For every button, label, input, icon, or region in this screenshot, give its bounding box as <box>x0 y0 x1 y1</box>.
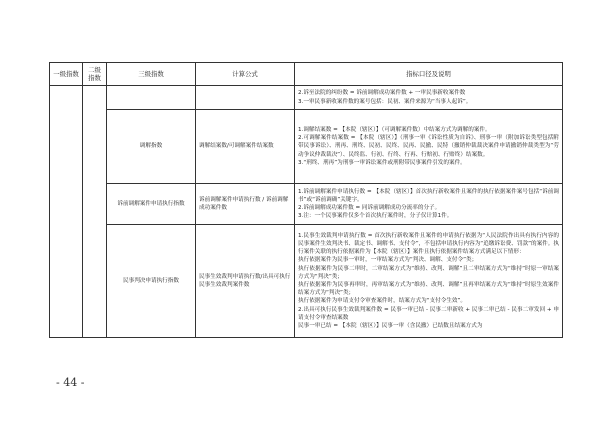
level3-cell: 诉前调解案件申请执行指数 <box>107 184 196 225</box>
table-row <box>50 110 563 184</box>
level1-cell <box>50 86 83 338</box>
formula-cell: 诉前调解案件申请执行数 / 诉前调解成功案件数 <box>196 184 295 225</box>
table-row <box>50 184 563 225</box>
explanation-cell <box>295 86 563 110</box>
header-level2: 二级指数 <box>83 63 107 86</box>
explanation-line: 2.诉至法院的纠纷数 = 诉前调解成功案件数 + 一审民事新收案件数 <box>298 90 466 97</box>
explanation-line: 2.可调解案件结案数 = 【本院（辖区）】（刑事一审《诉讼性质为自诉》、刑事一审（附加诉讼类型包括附带民事诉讼）、刑再、刑终、民初、民终、民再、民撤、民特（撤销仲裁裁决案件申请撤销仲裁类型为“劳动争议仲裁裁决”）、民终监、行初、行终、行再、行赔初、行赔终）结案数。 <box>298 135 559 158</box>
header-row <box>50 63 563 86</box>
explanation-line: 民事一审已结 = 【本院（辖区）】民事一审（含民撤）已结数且结案方式为 <box>298 323 483 330</box>
explanation-line: 2.诉前调解成功案件数 = 同诉前调解成功分流率的分子。 <box>298 205 441 211</box>
table-row <box>50 86 563 110</box>
level3-cell: 调解指数 <box>107 110 196 184</box>
header-level1: 一级指数 <box>50 63 83 86</box>
formula-cell <box>196 86 295 110</box>
level2-cell <box>83 86 107 338</box>
explanation-cell <box>295 184 563 225</box>
header-formula: 计算公式 <box>196 63 295 86</box>
formula-cell: 民事生效裁判申请执行数/出具可执行民事生效裁判案件数 <box>196 225 295 338</box>
level3-cell: 民事判决申请执行指数 <box>107 225 196 338</box>
formula-cell: 调解结案数/可调解案件结案数 <box>196 110 295 184</box>
explanation-line: 1.调解结案数 = 【本院（辖区）】（可调解案件数）中结案方式为调解的案件。 <box>298 126 491 133</box>
table-row <box>50 225 563 338</box>
explanation-line: 3.“刑终、刑再”为刑事一审诉讼案件或刑附带民事案件引发的案件。 <box>298 159 466 166</box>
explanation-line: 执行依据案件为民事二审时，二审结案方式为“维持、改判、调解”且二审结案方式为“维持”时原一审结案方式为“判决”类； <box>298 265 559 280</box>
indicator-table <box>49 62 563 338</box>
level3-cell <box>107 86 196 110</box>
explanation-line: 1.民事生效裁判申请执行数 = 首次执行新收案件且案件的申请执行依据为“人民法院作出具有执行内容的民事案件生效判决书、裁定书、调解书、支付令”，不包括申请执行内容为“追缴诉讼费、罚款”的案件。执行案件关联的执行依据案件为【本院（辖区）】案件且执行依据案件结案方式满足以下情形： <box>298 232 559 256</box>
explanation-line: 执行依据案件为民事一审时，一审结案方式为“判决、调解、支付令”类； <box>298 257 478 264</box>
header-level3: 三级指数 <box>107 63 196 86</box>
explanation-cell <box>295 110 563 184</box>
explanation-line: 3.注：一个民事案件仅多个首次执行案件时，分子仅计算1件。 <box>298 213 453 220</box>
header-explanation: 指标口径及说明 <box>295 63 563 86</box>
explanation-line: 执行依据案件为民事再审时，再审结案方式为“维持、改判、调解”且再审结案方式为“维持”时原生效案件结案方式为“判决”类； <box>298 282 559 297</box>
explanation-line: 1.诉前调解案件申请执行数 = 【本院（辖区）】首次执行新收案件且案件的执行依据案件案号包括“诉前调书”或“诉前调确”关键字。 <box>298 188 559 203</box>
page-number: - 44 - <box>56 376 85 389</box>
explanation-line: 3.一审民事新收案件数的案号包括：民初、案件来源为“当事人起诉”。 <box>298 98 472 105</box>
explanation-line: 执行依据案件为申请支付令审查案件时，结案方式为“支付令生效”。 <box>298 298 467 305</box>
explanation-cell <box>295 225 563 338</box>
explanation-line: 2.出具可执行民事生效裁判案件数 = 民事一审已结 - 民事二审新收 + 民事二审已结 - 民事二审发回 + 申请支付令审查结案数 <box>298 306 559 321</box>
